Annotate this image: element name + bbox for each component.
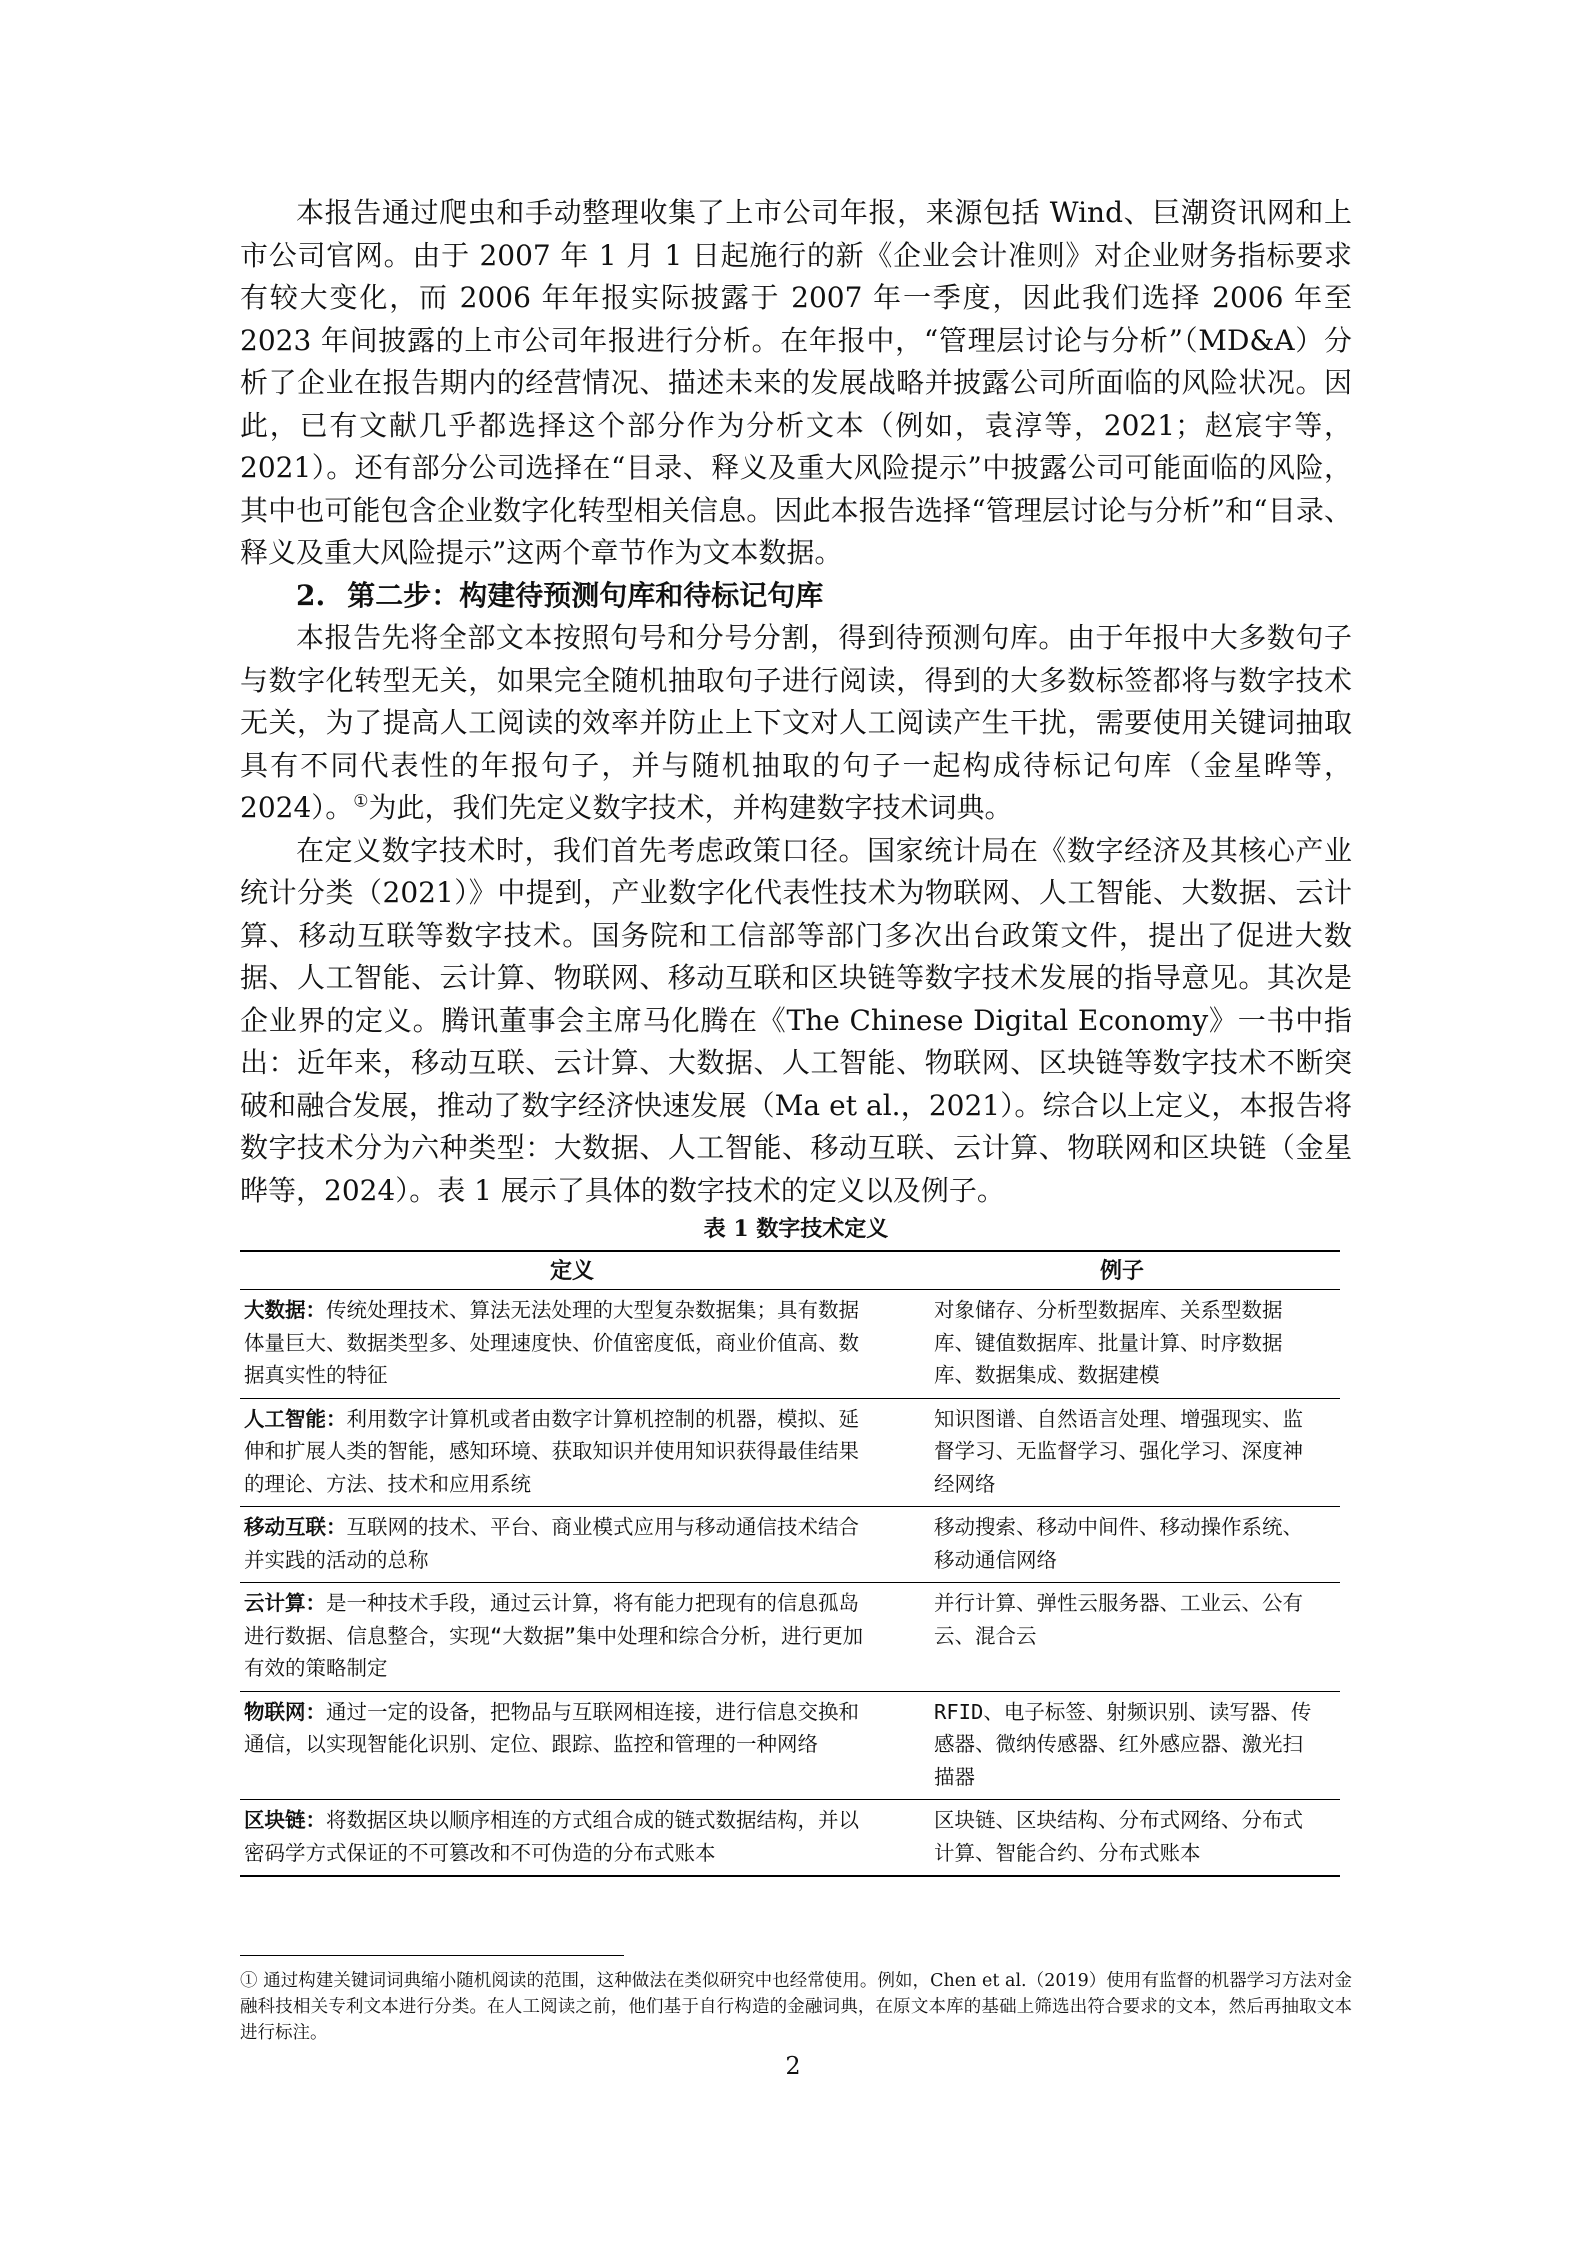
- example-cell: 并行计算、弹性云服务器、工业云、公有云、混合云: [904, 1583, 1340, 1692]
- paragraph-sentence-library-text: 本报告先将全部文本按照句号和分号分割，得到待预测句库。由于年报中大多数句子与数字化转型无关，如果完全随机抽取句子进行阅读，得到的大多数标签都将与数字技术无关，为了提高人工阅读的效率并防止上下文对人工阅读产生干扰，需要使用关键词抽取具有不同代表性的年报句子，并与随机抽取的句子一起构成待标记句库（金星晔等，2024）。: [240, 621, 1352, 824]
- table-row: [240, 1691, 1340, 1800]
- page-number: 2: [785, 2052, 801, 2080]
- footnote-text: 通过构建关键词词典缩小随机阅读的范围，这种做法在类似研究中也经常使用。例如，Chen et al.（2019）使用有监督的机器学习方法对金融科技相关专利文本进行分类。在人工阅读之前，他们基于自行构造的金融词典，在原文本库的基础上筛选出符合要求的文本，然后再抽取文本进行标注。: [240, 1971, 1352, 2043]
- definition-cell: [240, 1691, 904, 1800]
- example-cell: 区块链、区块结构、分布式网络、分布式计算、智能合约、分布式账本: [904, 1800, 1340, 1877]
- example-cell: 对象储存、分析型数据库、关系型数据库、键值数据库、批量计算、时序数据库、数据集成、数据建模: [934, 1298, 1283, 1387]
- footnote: [240, 1968, 1352, 2046]
- tech-definition: 是一种技术手段，通过云计算，将有能力把现有的信息孤岛进行数据、信息整合，实现“大数据”集中处理和综合分析，进行更加有效的策略制定: [244, 1591, 864, 1680]
- definition-cell: [240, 1583, 904, 1692]
- tech-definition: 互联网的技术、平台、商业模式应用与移动通信技术结合并实践的活动的总称: [244, 1515, 859, 1572]
- example-cell: 知识图谱、自然语言处理、增强现实、监督学习、无监督学习、强化学习、深度神经网络: [904, 1398, 1340, 1507]
- tech-definition: 利用数字计算机或者由数字计算机控制的机器，模拟、延伸和扩展人类的智能，感知环境、获取知识并使用知识获得最佳结果的理论、方法、技术和应用系统: [244, 1406, 859, 1496]
- table-row: [240, 1583, 1340, 1692]
- tech-term: 区块链：: [244, 1808, 326, 1832]
- tech-definition: 通过一定的设备，把物品与互联网相连接，进行信息交换和通信，以实现智能化识别、定位、跟踪、监控和管理的一种网络: [244, 1699, 859, 1756]
- paragraph-sentence-library: [240, 617, 1352, 830]
- tech-term: 大数据：: [244, 1298, 326, 1322]
- definition-cell: [240, 1507, 904, 1583]
- table-caption: 表 1 数字技术定义: [703, 1216, 889, 1242]
- tech-term: 移动互联：: [244, 1515, 347, 1539]
- heading-number: 2.: [296, 578, 326, 612]
- footnote-reference[interactable]: ①: [353, 791, 369, 812]
- section-heading: [240, 575, 1352, 618]
- tech-definition: 传统处理技术、算法无法处理的大型复杂数据集；具有数据体量巨大、数据类型多、处理速度快、价值密度低，商业价值高、数据真实性的特征: [244, 1298, 859, 1387]
- footnote-mark: ①: [240, 1971, 258, 1991]
- table-row: [240, 1398, 1340, 1507]
- example-cell: RFID、电子标签、射频识别、读写器、传感器、微纳传感器、红外感应器、激光扫描器: [904, 1691, 1340, 1800]
- table-row: [240, 1290, 1340, 1399]
- paragraph-data-source: 本报告通过爬虫和手动整理收集了上市公司年报，来源包括 Wind、巨潮资讯网和上市公司官网。由于 2007 年 1 月 1 日起施行的新《企业会计准则》对企业财务指标要求有较大变化，而 2006 年年报实际披露于 2007 年一季度，因此我们选择 2006 年至 2023 年间披露的上市公司年报进行分析。在年报中，“管理层讨论与分析”（MD&A）分析了企业在报告期内的经营情况、描述未来的发展战略并披露公司所面临的风险状况。因此，已有文献几乎都选择这个部分作为分析文本（例如，袁淳等，2021；赵宸宇等，2021）。还有部分公司选择在“目录、释义及重大风险提示”中披露公司可能面临的风险，其中也可能包含企业数字化转型相关信息。因此本报告选择“管理层讨论与分析”和“目录、释义及重大风险提示”这两个章节作为文本数据。: [240, 196, 1352, 569]
- tech-definition: 将数据区块以顺序相连的方式组合成的链式数据结构，并以密码学方式保证的不可篡改和不可伪造的分布式账本: [244, 1808, 859, 1865]
- digital-tech-table: [240, 1250, 1340, 1877]
- definition-cell: [240, 1800, 904, 1877]
- tech-term: 人工智能：: [244, 1406, 347, 1431]
- tech-term: 云计算：: [244, 1591, 326, 1615]
- table-row: [240, 1507, 1340, 1583]
- paragraph-digital-tech-definition: 在定义数字技术时，我们首先考虑政策口径。国家统计局在《数字经济及其核心产业统计分类（2021）》中提到，产业数字化代表性技术为物联网、人工智能、大数据、云计算、移动互联等数字技术。国务院和工信部等部门多次出台政策文件，提出了促进大数据、人工智能、云计算、物联网、移动互联和区块链等数字技术发展的指导意见。其次是企业界的定义。腾讯董事会主席马化腾在《The Chinese Digital Economy》一书中指出：近年来，移动互联、云计算、大数据、人工智能、物联网、区块链等数字技术不断突破和融合发展，推动了数字经济快速发展（Ma et al.，2021）。综合以上定义，本报告将数字技术分为六种类型：大数据、人工智能、移动互联、云计算、物联网和区块链（金星晔等，2024）。表 1 展示了具体的数字技术的定义以及例子。: [240, 833, 1352, 1207]
- page-body: [240, 192, 1352, 1877]
- example-cell: 移动搜索、移动中间件、移动操作系统、移动通信网络: [904, 1507, 1340, 1583]
- table-row: [240, 1800, 1340, 1877]
- column-header-definition: 定义: [240, 1251, 904, 1290]
- heading-text: 第二步：构建待预测句库和待标记句库: [347, 578, 824, 612]
- footnote-divider: [240, 1955, 624, 1956]
- tech-term: 物联网：: [244, 1699, 326, 1724]
- table-header-row: [240, 1251, 1340, 1290]
- paragraph-sentence-library-tail: 为此，我们先定义数字技术，并构建数字技术词典。: [368, 791, 1013, 824]
- definition-cell: [240, 1398, 904, 1507]
- definition-cell: [240, 1290, 904, 1399]
- column-header-example: 例子: [904, 1251, 1340, 1290]
